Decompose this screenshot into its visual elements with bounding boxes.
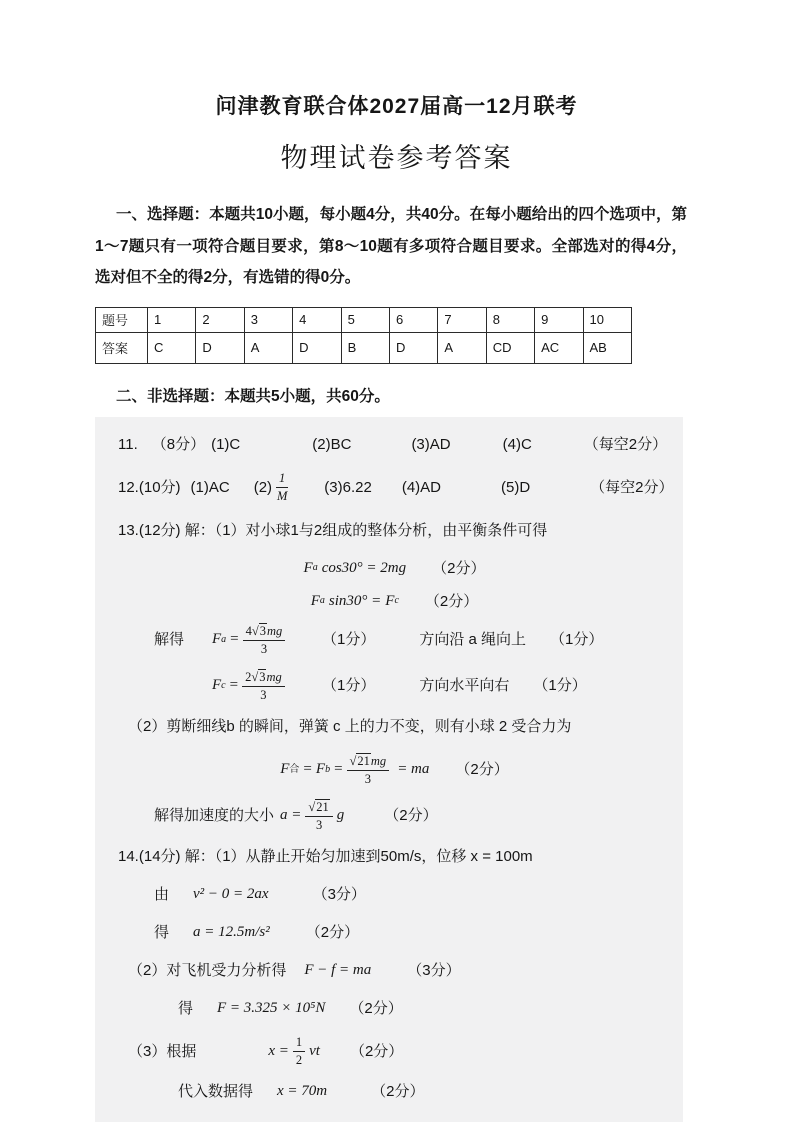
variables: mg — [266, 669, 282, 684]
question-number-cell: 2 — [196, 307, 244, 332]
q13-fc-direction: 方向水平向右 — [419, 677, 510, 694]
q14-l6-pre: 代入数据得 — [178, 1082, 254, 1100]
sqrt-symbol: √ — [308, 799, 316, 814]
fraction-numerator: 1 — [295, 1034, 303, 1049]
question-number-cell: 10 — [583, 307, 631, 332]
distance-value: x = 70m — [277, 1082, 328, 1099]
q12-answer-1: (1)AC — [190, 478, 230, 496]
fraction-denominator: 3 — [315, 817, 323, 832]
answer-cell: D — [389, 332, 437, 363]
q13-part2-statement: （2）剪断细线b 的瞬间，弹簧 c 上的力不变，则有小球 2 受合力为 — [128, 717, 572, 735]
answer-label: 答案 — [96, 332, 148, 363]
equation-text: cos30° = 2mg — [321, 559, 407, 576]
variables: mg — [370, 753, 387, 768]
fraction — [305, 799, 332, 833]
coefficient: 4 — [245, 623, 252, 638]
variables: mg — [267, 623, 283, 638]
answer-cell: A — [244, 332, 292, 363]
question-number-cell: 8 — [486, 307, 534, 332]
force-subscript: c — [394, 595, 399, 606]
q11-score: （8分） — [151, 435, 206, 453]
equals-sign: = — [334, 761, 343, 777]
fraction-denominator: 3 — [364, 771, 371, 786]
coefficient: 2 — [245, 669, 252, 684]
force-symbol: F — [315, 761, 326, 777]
q13-fc-formula — [212, 669, 322, 703]
force-symbol: F — [280, 761, 290, 777]
answer-key-table — [95, 307, 632, 364]
fraction-denominator: M — [276, 488, 288, 503]
fraction — [242, 669, 285, 703]
score-badge: （1分） — [550, 631, 604, 648]
choice-section-heading — [95, 199, 687, 294]
force-subscript: a — [312, 562, 318, 573]
choice-section-lead: 一、选择题： — [116, 206, 210, 223]
force-symbol: F — [303, 559, 313, 576]
free-response-heading — [116, 384, 793, 406]
choice-section-body: 本题共10小题，每小题4分，共40分。在每小题给出的四个选项中，第1～7题只有一项符合题目要求，第8～10题有多项符合题目要求。全部选对的得4分，选对但不全的得2分，有选错的得0分。 — [95, 206, 687, 286]
fraction — [243, 623, 286, 657]
question-number-cell: 6 — [389, 307, 437, 332]
equation-tail: vt — [309, 1042, 320, 1059]
question-12-answers — [118, 470, 674, 504]
q13-equation-2 — [118, 590, 671, 613]
q12-answer-5: (5)D — [501, 478, 531, 496]
q11-answer-1: (1)C — [211, 435, 241, 453]
fraction-denominator: 3 — [260, 641, 268, 656]
question-11-answers — [118, 433, 671, 456]
q12-number: 12.(10分) — [118, 478, 181, 496]
score-badge: （2分） — [424, 592, 479, 610]
score-badge: （2分） — [349, 999, 403, 1017]
q14-l1-pre: 由 — [154, 885, 170, 903]
score-badge: （2分） — [371, 1082, 425, 1100]
q12-answer-3: (3)6.22 — [324, 478, 372, 496]
q13-result-fc — [154, 669, 671, 703]
q14-line-force-value — [178, 997, 671, 1020]
q13-part2-text — [128, 715, 671, 738]
q14-l3-pre: （2）对飞机受力分析得 — [128, 961, 287, 979]
q13-solve-label: 解得 — [154, 631, 185, 648]
equation-lhs: a = — [280, 807, 302, 823]
score-badge: （2分） — [349, 1042, 404, 1060]
fraction-numerator: 1 — [279, 470, 286, 485]
question-13-solution-heading — [118, 519, 671, 542]
question-14-solution-heading — [118, 845, 671, 868]
question-number-cell: 7 — [438, 307, 486, 332]
force-subscript: c — [221, 679, 226, 691]
q13-net-force-formula — [280, 753, 429, 787]
answer-cell: A — [438, 332, 486, 363]
solutions-panel — [95, 417, 683, 1122]
sqrt-symbol: √ — [251, 623, 259, 638]
question-number-cell: 1 — [148, 307, 196, 332]
answer-cell: C — [148, 332, 196, 363]
answer-cell: CD — [486, 332, 534, 363]
force-symbol: F — [385, 592, 395, 609]
q14-line-distance-value — [178, 1080, 671, 1103]
radicand: 3 — [259, 669, 266, 684]
force-symbol: F — [212, 677, 222, 693]
q13-eq2-formula — [311, 590, 399, 613]
q13-net-force-equation — [118, 753, 671, 787]
equation-lhs: x = — [268, 1042, 289, 1059]
force-value: F = 3.325 × 10⁵N — [217, 999, 326, 1016]
doc-title: 问津教育联合体2027届高一12月联考 — [215, 95, 578, 118]
q13-eq1-formula — [304, 557, 407, 580]
fraction-denominator: 2 — [295, 1052, 303, 1067]
answer-cell: D — [196, 332, 244, 363]
distance-formula — [268, 1035, 320, 1068]
q12-per-blank-score: （每空2分） — [590, 478, 674, 496]
question-number-cell: 5 — [341, 307, 389, 332]
equals-sign: = — [303, 761, 312, 777]
question-number-label: 题号 — [96, 307, 148, 332]
q14-l5-pre: （3）根据 — [128, 1042, 197, 1060]
q14-line-force-analysis — [128, 959, 671, 982]
answer-cell: B — [341, 332, 389, 363]
radicand: 3 — [259, 623, 267, 638]
q11-answer-4: (4)C — [502, 435, 532, 453]
force-equation: F − f = ma — [304, 961, 372, 978]
q11-answer-3: (3)AD — [411, 435, 451, 453]
radicand: 21 — [357, 753, 370, 768]
equals-sign: = — [230, 631, 239, 647]
q14-heading-text: 14.(14分) 解：（1）从静止开始匀加速到50m/s，位移 x = 100m — [118, 847, 533, 865]
sqrt-symbol: √ — [251, 669, 259, 684]
q14-line-distance-formula — [128, 1035, 671, 1068]
kinematics-equation: v² − 0 = 2ax — [193, 885, 269, 902]
q12-answer-4: (4)AD — [401, 478, 441, 496]
answer-cell: D — [293, 332, 341, 363]
score-badge: （2分） — [384, 807, 438, 824]
force-subscript: 合 — [289, 763, 300, 775]
score-badge: （1分） — [533, 677, 587, 694]
doc-subtitle: 物理试卷参考答案 — [280, 143, 513, 173]
force-subscript: a — [319, 595, 325, 606]
q13-solve2-text: 解得加速度的大小 — [154, 807, 275, 824]
score-badge: （2分） — [305, 923, 360, 941]
equals-sign: = — [229, 677, 239, 693]
q11-per-blank-score: （每空2分） — [583, 435, 668, 453]
q11-number: 11. — [118, 435, 138, 453]
force-symbol: F — [212, 631, 222, 647]
q13-acceleration-result — [154, 799, 671, 833]
q13-equation-1 — [118, 557, 671, 580]
q14-l2-pre: 得 — [154, 923, 170, 941]
sqrt-symbol: √ — [349, 753, 357, 768]
free-response-body: 本题共5小题，共60分。 — [224, 387, 390, 405]
fraction — [293, 1035, 305, 1068]
answer-cell: AC — [535, 332, 583, 363]
q12-answer-2-label: (2) — [253, 478, 273, 496]
force-subscript: a — [221, 633, 227, 645]
force-symbol: F — [310, 592, 320, 609]
q12-fraction — [276, 471, 288, 504]
equation-text: sin30° = — [328, 592, 382, 609]
score-badge: （2分） — [432, 559, 486, 577]
equation-tail: g — [336, 807, 345, 823]
score-badge: （3分） — [407, 961, 461, 979]
score-badge: （1分） — [322, 677, 376, 694]
acceleration-value: a = 12.5m/s² — [193, 923, 270, 940]
q14-line-kinematics — [154, 883, 671, 906]
q13-fa-direction: 方向沿 a 绳向上 — [419, 631, 527, 648]
question-number-cell: 9 — [535, 307, 583, 332]
question-number-row — [96, 307, 632, 332]
radicand: 21 — [316, 799, 329, 814]
q13-fa-formula — [212, 623, 322, 657]
q13-acceleration-formula — [280, 799, 344, 833]
question-number-cell: 3 — [244, 307, 292, 332]
score-badge: （1分） — [322, 631, 376, 648]
answer-cell: AB — [583, 332, 631, 363]
q11-answer-2: (2)BC — [312, 435, 352, 453]
question-number-cell: 4 — [293, 307, 341, 332]
fraction-denominator: 3 — [260, 687, 267, 702]
equation-tail: = ma — [397, 761, 430, 777]
free-response-lead: 二、非选择题： — [116, 387, 225, 405]
score-badge: （3分） — [312, 885, 366, 903]
force-subscript: b — [325, 763, 331, 775]
fraction — [347, 753, 390, 787]
q13-result-fa — [154, 623, 671, 657]
score-badge: （2分） — [455, 761, 509, 778]
q14-line-acceleration — [154, 921, 671, 944]
q13-heading-text: 13.(12分) 解：（1）对小球1与2组成的整体分析，由平衡条件可得 — [118, 521, 548, 539]
answer-row — [96, 332, 632, 363]
q14-l4-pre: 得 — [178, 999, 194, 1017]
